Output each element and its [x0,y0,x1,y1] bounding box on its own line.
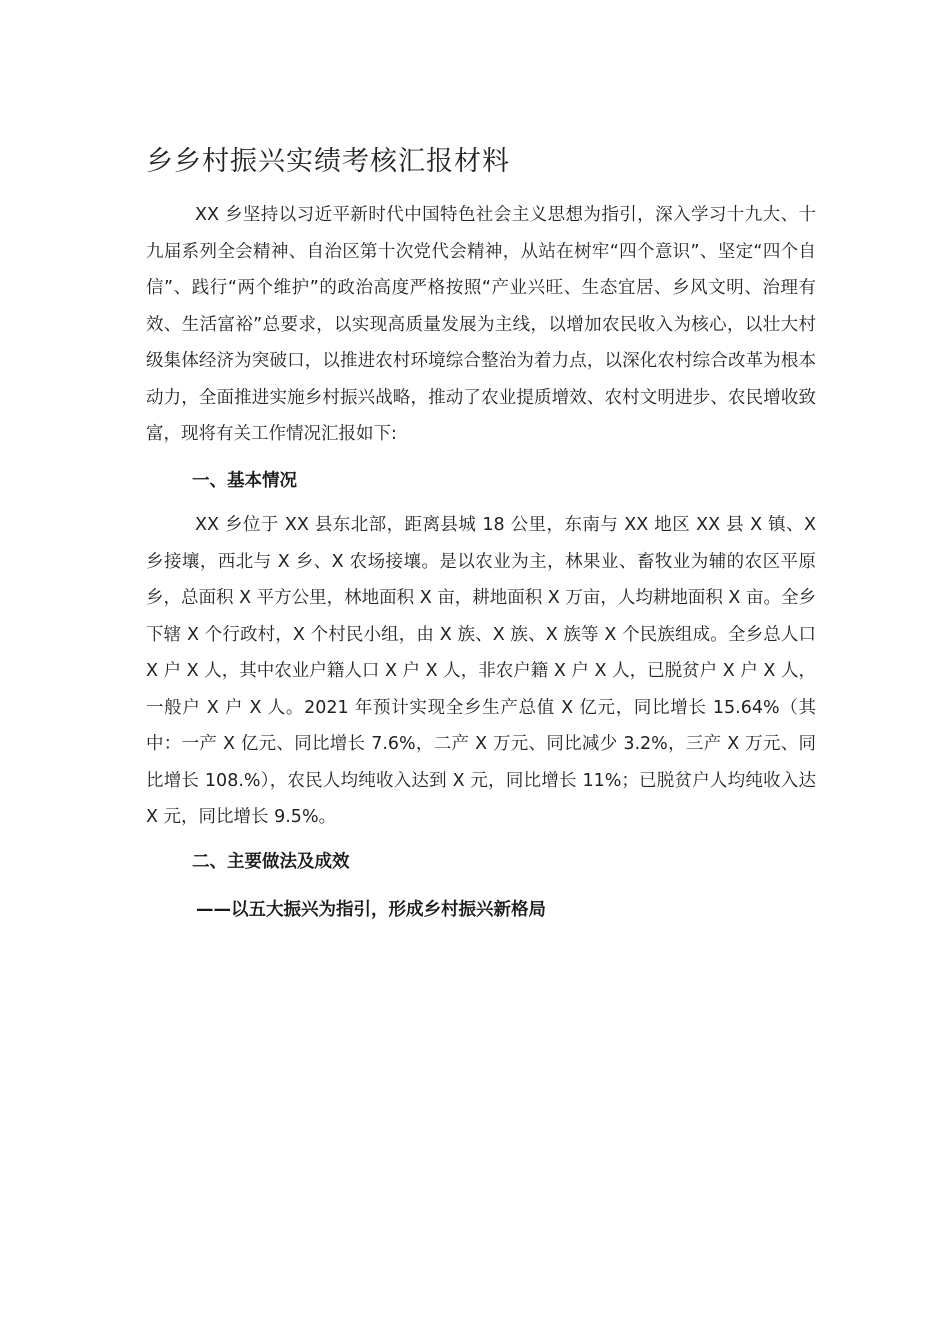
section-heading-basic-info: 一、基本情况 [192,471,297,491]
subsection-heading: ——以五大振兴为指引，形成乡村振兴新格局 [196,900,546,920]
section-heading-main-practices: 二、主要做法及成效 [192,852,350,872]
document-title: 乡乡村振兴实绩考核汇报材料 [146,146,510,177]
basic-info-paragraph: XX 乡位于 XX 县东北部，距离县城 18 公里，东南与 XX 地区 XX 县 X 镇、X 乡接壤，西北与 X 乡、X 农场接壤。是以农业为主，林果业、畜牧业为辅的农区平原乡，总面积 X 平方公里，林地面积 X 亩，耕地面积 X 万亩，人均耕地面积 X 亩。全乡下辖 X 个行政村，X 个村民小组，由 X 族、X 族、X 族等 X 个民族组成。全乡总人口 X 户 X 人，其中农业户籍人口 X 户 X 人，非农户籍 X 户 X 人，已脱贫户 X 户 X 人，一般户 X 户 X 人。2021 年预计实现全乡生产总值 X 亿元，同比增长 15.64%（其中：一产 X 亿元、同比增长 7.6%，二产 X 万元、同比减少 3.2%，三产 X 万元、同比增长 108.%），农民人均纯收入达到 X 元，同比增长 11%；已脱贫户人均纯收入达 X 元，同比增长 9.5%。 [146,515,816,827]
intro-paragraph: XX 乡坚持以习近平新时代中国特色社会主义思想为指引，深入学习十九大、十九届系列全会精神、自治区第十次党代会精神，从站在树牢“四个意识”、坚定“四个自信”、践行“两个维护”的政治高度严格按照“产业兴旺、生态宜居、乡风文明、治理有效、生活富裕”总要求，以实现高质量发展为主线，以增加农民收入为核心，以壮大村级集体经济为突破口，以推进农村环境综合整治为着力点，以深化农村综合改革为根本动力，全面推进实施乡村振兴战略，推动了农业提质增效、农村文明进步、农民增收致富，现将有关工作情况汇报如下: [146,205,816,444]
